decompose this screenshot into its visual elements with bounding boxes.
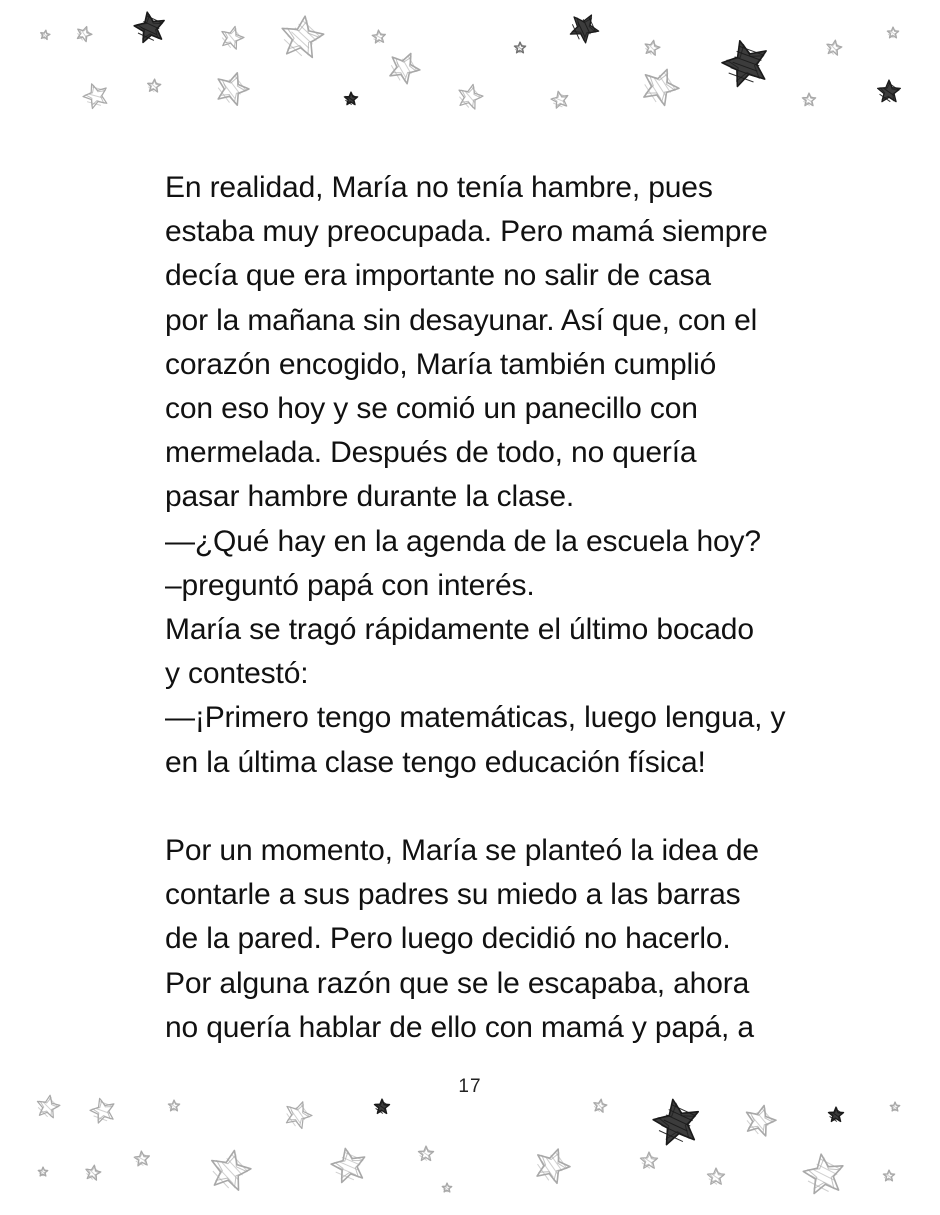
star-icon xyxy=(372,30,385,43)
star-icon xyxy=(90,1098,114,1123)
star-icon xyxy=(86,1165,101,1180)
star-icon xyxy=(83,84,107,109)
top-star-border xyxy=(0,0,940,130)
star-icon xyxy=(644,69,679,105)
star-icon xyxy=(747,1106,776,1136)
star-icon xyxy=(827,40,842,55)
star-icon xyxy=(828,1107,843,1122)
star-icon xyxy=(134,1151,149,1166)
star-icon xyxy=(212,1151,251,1191)
text-line: y contestó: xyxy=(165,657,309,691)
star-icon xyxy=(344,92,357,105)
text-line: mermelada. Después de todo, no quería xyxy=(165,436,697,470)
star-icon xyxy=(803,1154,843,1193)
star-icon xyxy=(38,1167,48,1176)
star-icon xyxy=(707,1168,724,1184)
star-icon xyxy=(594,1099,607,1112)
text-line: En realidad, María no tenía hambre, pues xyxy=(165,171,713,204)
star-icon xyxy=(890,1102,900,1111)
star-icon xyxy=(722,41,766,87)
star-icon xyxy=(537,1149,570,1183)
star-icon xyxy=(640,1152,657,1168)
text-line: por la mañana sin desayunar. Así que, con el xyxy=(165,303,758,337)
text-line: Por alguna razón que se le escapaba, ahora xyxy=(165,966,750,1000)
star-icon xyxy=(222,26,244,49)
text-line: María se tragó rápidamente el último bocado xyxy=(165,613,754,647)
star-icon xyxy=(418,1146,433,1161)
text-line: estaba muy preocupada. Pero mamá siempre xyxy=(165,215,768,249)
star-icon xyxy=(653,1099,698,1144)
text-line: corazón encogido, María también cumplió xyxy=(165,347,717,381)
bottom-star-border xyxy=(0,1080,940,1215)
star-icon xyxy=(459,84,483,109)
star-icon xyxy=(41,30,50,39)
star-icon xyxy=(390,54,420,84)
star-icon xyxy=(134,12,164,42)
paragraph-spacer xyxy=(165,785,805,829)
text-line: decía que era importante no salir de casa xyxy=(165,259,711,293)
scribbled-star-icon-group xyxy=(0,0,940,130)
star-icon xyxy=(282,16,324,57)
text-line: con eso hoy y se comió un panecillo con xyxy=(165,392,698,426)
star-icon xyxy=(887,27,898,38)
text-line: contarle a sus padres su miedo a las barras xyxy=(165,878,741,912)
star-icon xyxy=(442,1183,452,1192)
star-icon xyxy=(374,1099,389,1114)
star-icon xyxy=(570,15,598,43)
text-line: pasar hambre durante la clase. xyxy=(165,480,575,514)
star-icon xyxy=(878,80,901,102)
star-icon xyxy=(148,79,161,92)
page-number: 17 xyxy=(458,1076,482,1097)
text-line: de la pared. Pero luego decidió no hacerlo. xyxy=(165,922,731,956)
star-icon xyxy=(77,27,92,42)
text-line: Por un momento, María se planteó la idea de xyxy=(165,834,759,868)
dialogue-line: –preguntó papá con interés. xyxy=(165,568,535,602)
dialogue-line: —¡Primero tengo matemáticas, luego lengua, y xyxy=(165,701,786,735)
star-icon xyxy=(802,93,815,106)
star-icon xyxy=(286,1102,312,1129)
star-icon xyxy=(883,1170,894,1181)
star-icon xyxy=(514,42,525,53)
star-icon xyxy=(645,40,660,55)
star-icon xyxy=(218,73,249,105)
star-icon xyxy=(37,1095,60,1118)
story-text xyxy=(165,166,805,1050)
text-line: no quería hablar de ello con mamá y papá, a xyxy=(165,1010,754,1044)
dialogue-line: en la última clase tengo educación física! xyxy=(165,745,706,779)
paragraph-2 xyxy=(165,829,805,1050)
star-icon xyxy=(168,1100,179,1111)
scribbled-star-icon-group xyxy=(0,1080,940,1215)
paragraph-1 xyxy=(165,166,805,785)
star-icon xyxy=(551,91,568,108)
star-icon xyxy=(331,1148,365,1182)
dialogue-line: —¿Qué hay en la agenda de la escuela hoy? xyxy=(165,524,761,558)
